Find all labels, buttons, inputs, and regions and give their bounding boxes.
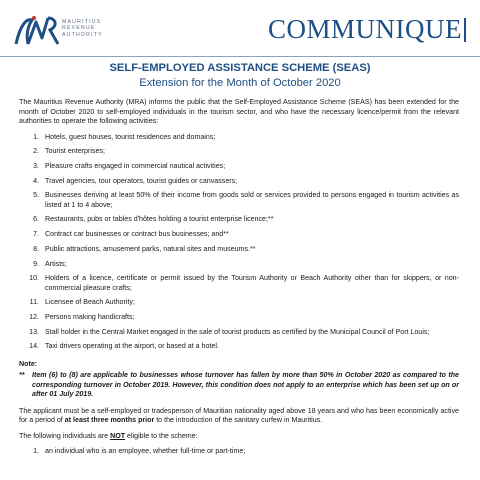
list-item-text: Stall holder in the Central Market engaged in the sale of tourist products as certified by the Municipal Council of Port Louis;	[45, 327, 430, 336]
list-item-number: 2.	[33, 147, 39, 156]
list-item-number: 6.	[33, 215, 39, 224]
doc-subtitle: Extension for the Month of October 2020	[139, 77, 341, 89]
mra-logo-icon	[14, 14, 60, 48]
list-item-text: Pleasure crafts engaged in commercial nautical activities;	[45, 161, 226, 170]
list-item	[19, 298, 459, 308]
communique-title: COMMUNIQUE	[268, 14, 462, 44]
eligibility-text-end: to the introduction of the sanitary curfew in Mauritius.	[154, 416, 323, 425]
not-eligible-text: The following individuals are	[19, 431, 111, 440]
logo-line: MAURITIUS	[62, 19, 102, 25]
list-item-text: Restaurants, pubs or tables d'hôtes holding a tourist enterprise licence;**	[45, 215, 274, 224]
list-item-number: 5.	[33, 191, 39, 200]
intro-paragraph: The Mauritius Revenue Authority (MRA) informs the public that the Self-Employed Assistance Scheme (SEAS) has been extended for the month of October 2020 to self-employed individuals in the tourism sector, and who have the necessary licence/permit from the relevant authorities to operate the following activities:	[19, 98, 459, 125]
list-item-number: 3.	[33, 161, 39, 170]
list-item-number: 13.	[29, 327, 39, 336]
note-bullet: **	[19, 371, 25, 380]
list-item-text: Persons making handicrafts;	[45, 313, 135, 322]
list-item-number: 4.	[33, 176, 39, 185]
not-eligible-list	[19, 447, 459, 457]
document-body	[19, 98, 459, 462]
list-item-number: 1.	[33, 447, 39, 456]
list-item	[19, 260, 459, 270]
not-eligible-paragraph	[19, 432, 459, 442]
logo-line: REVENUE	[62, 25, 96, 32]
list-item-text: Hotels, guest houses, tourist residences and domains;	[45, 132, 216, 141]
doc-title: SELF-EMPLOYED ASSISTANCE SCHEME (SEAS)	[109, 62, 371, 74]
list-item-text: Public attractions, amusement parks, natural sites and museums.**	[45, 244, 256, 253]
logo-text	[62, 19, 103, 38]
eligibility-text: The applicant must be a self-employed or tradesperson of Mauritian nationality aged above 18 years and who has been economically active for a period of	[19, 406, 459, 425]
list-item-number: 7.	[33, 230, 39, 239]
list-item	[19, 191, 459, 210]
list-item	[19, 230, 459, 240]
logo-line: AUTHORITY	[62, 31, 103, 38]
eligibility-emphasis: at least three months prior	[64, 416, 155, 425]
note-label: Note:	[19, 359, 38, 368]
list-item-text: Contract car businesses or contract bus businesses; and**	[45, 230, 229, 239]
list-item-text: Artists;	[45, 259, 67, 268]
list-item-number: 11.	[29, 298, 39, 307]
not-eligible-text-end: eligible to the scheme:	[125, 431, 198, 440]
note-text: Item (6) to (8) are applicable to businesses whose turnover has fallen by more than 50% in October 2020 as compared to the corresponding turnover in October 2019. However, this condition does not apply to an enterprise which has been set up on or after 01 July 2019.	[32, 371, 459, 399]
list-item-number: 1.	[33, 132, 39, 141]
communique-divider	[464, 18, 466, 42]
not-eligible-emphasis: NOT	[110, 431, 126, 440]
mra-logo	[14, 14, 154, 50]
list-item	[19, 215, 459, 225]
header	[0, 0, 480, 56]
list-item-text: Licensee of Beach Authority;	[45, 298, 135, 307]
list-item-number: 8.	[33, 244, 39, 253]
list-item-number: 12.	[29, 313, 39, 322]
list-item	[19, 274, 459, 293]
list-item-text: Taxi drivers operating at the airport, or based at a hotel.	[45, 342, 219, 351]
list-item	[19, 147, 459, 157]
list-item	[19, 177, 459, 187]
list-item-text: Businesses deriving at least 50% of their income from goods sold or services provided to persons engaged in tourism activities as listed at 1 to 4 above;	[45, 191, 459, 209]
list-item-text: Tourist enterprises;	[45, 147, 105, 156]
list-item-number: 14.	[29, 342, 39, 351]
note	[19, 371, 459, 400]
list-item-text: Travel agencies, tour operators, tourist guides or canvassers;	[45, 176, 238, 185]
list-item	[19, 245, 459, 255]
list-item	[19, 313, 459, 323]
list-item	[19, 162, 459, 172]
eligibility-paragraph	[19, 407, 459, 426]
list-item	[19, 447, 459, 457]
list-item	[19, 342, 459, 352]
list-item	[19, 328, 459, 338]
list-item-number: 10.	[29, 274, 39, 283]
list-item-text: Holders of a licence, certificate or permit issued by the Tourism Authority or Beach Authority other than for skippers, or non-commercial pleasure crafts;	[45, 274, 459, 292]
list-item-text: an individual who is an employee, whether full-time or part-time;	[45, 447, 246, 456]
list-item	[19, 133, 459, 143]
list-item-number: 9.	[33, 259, 39, 268]
activities-list	[19, 133, 459, 352]
